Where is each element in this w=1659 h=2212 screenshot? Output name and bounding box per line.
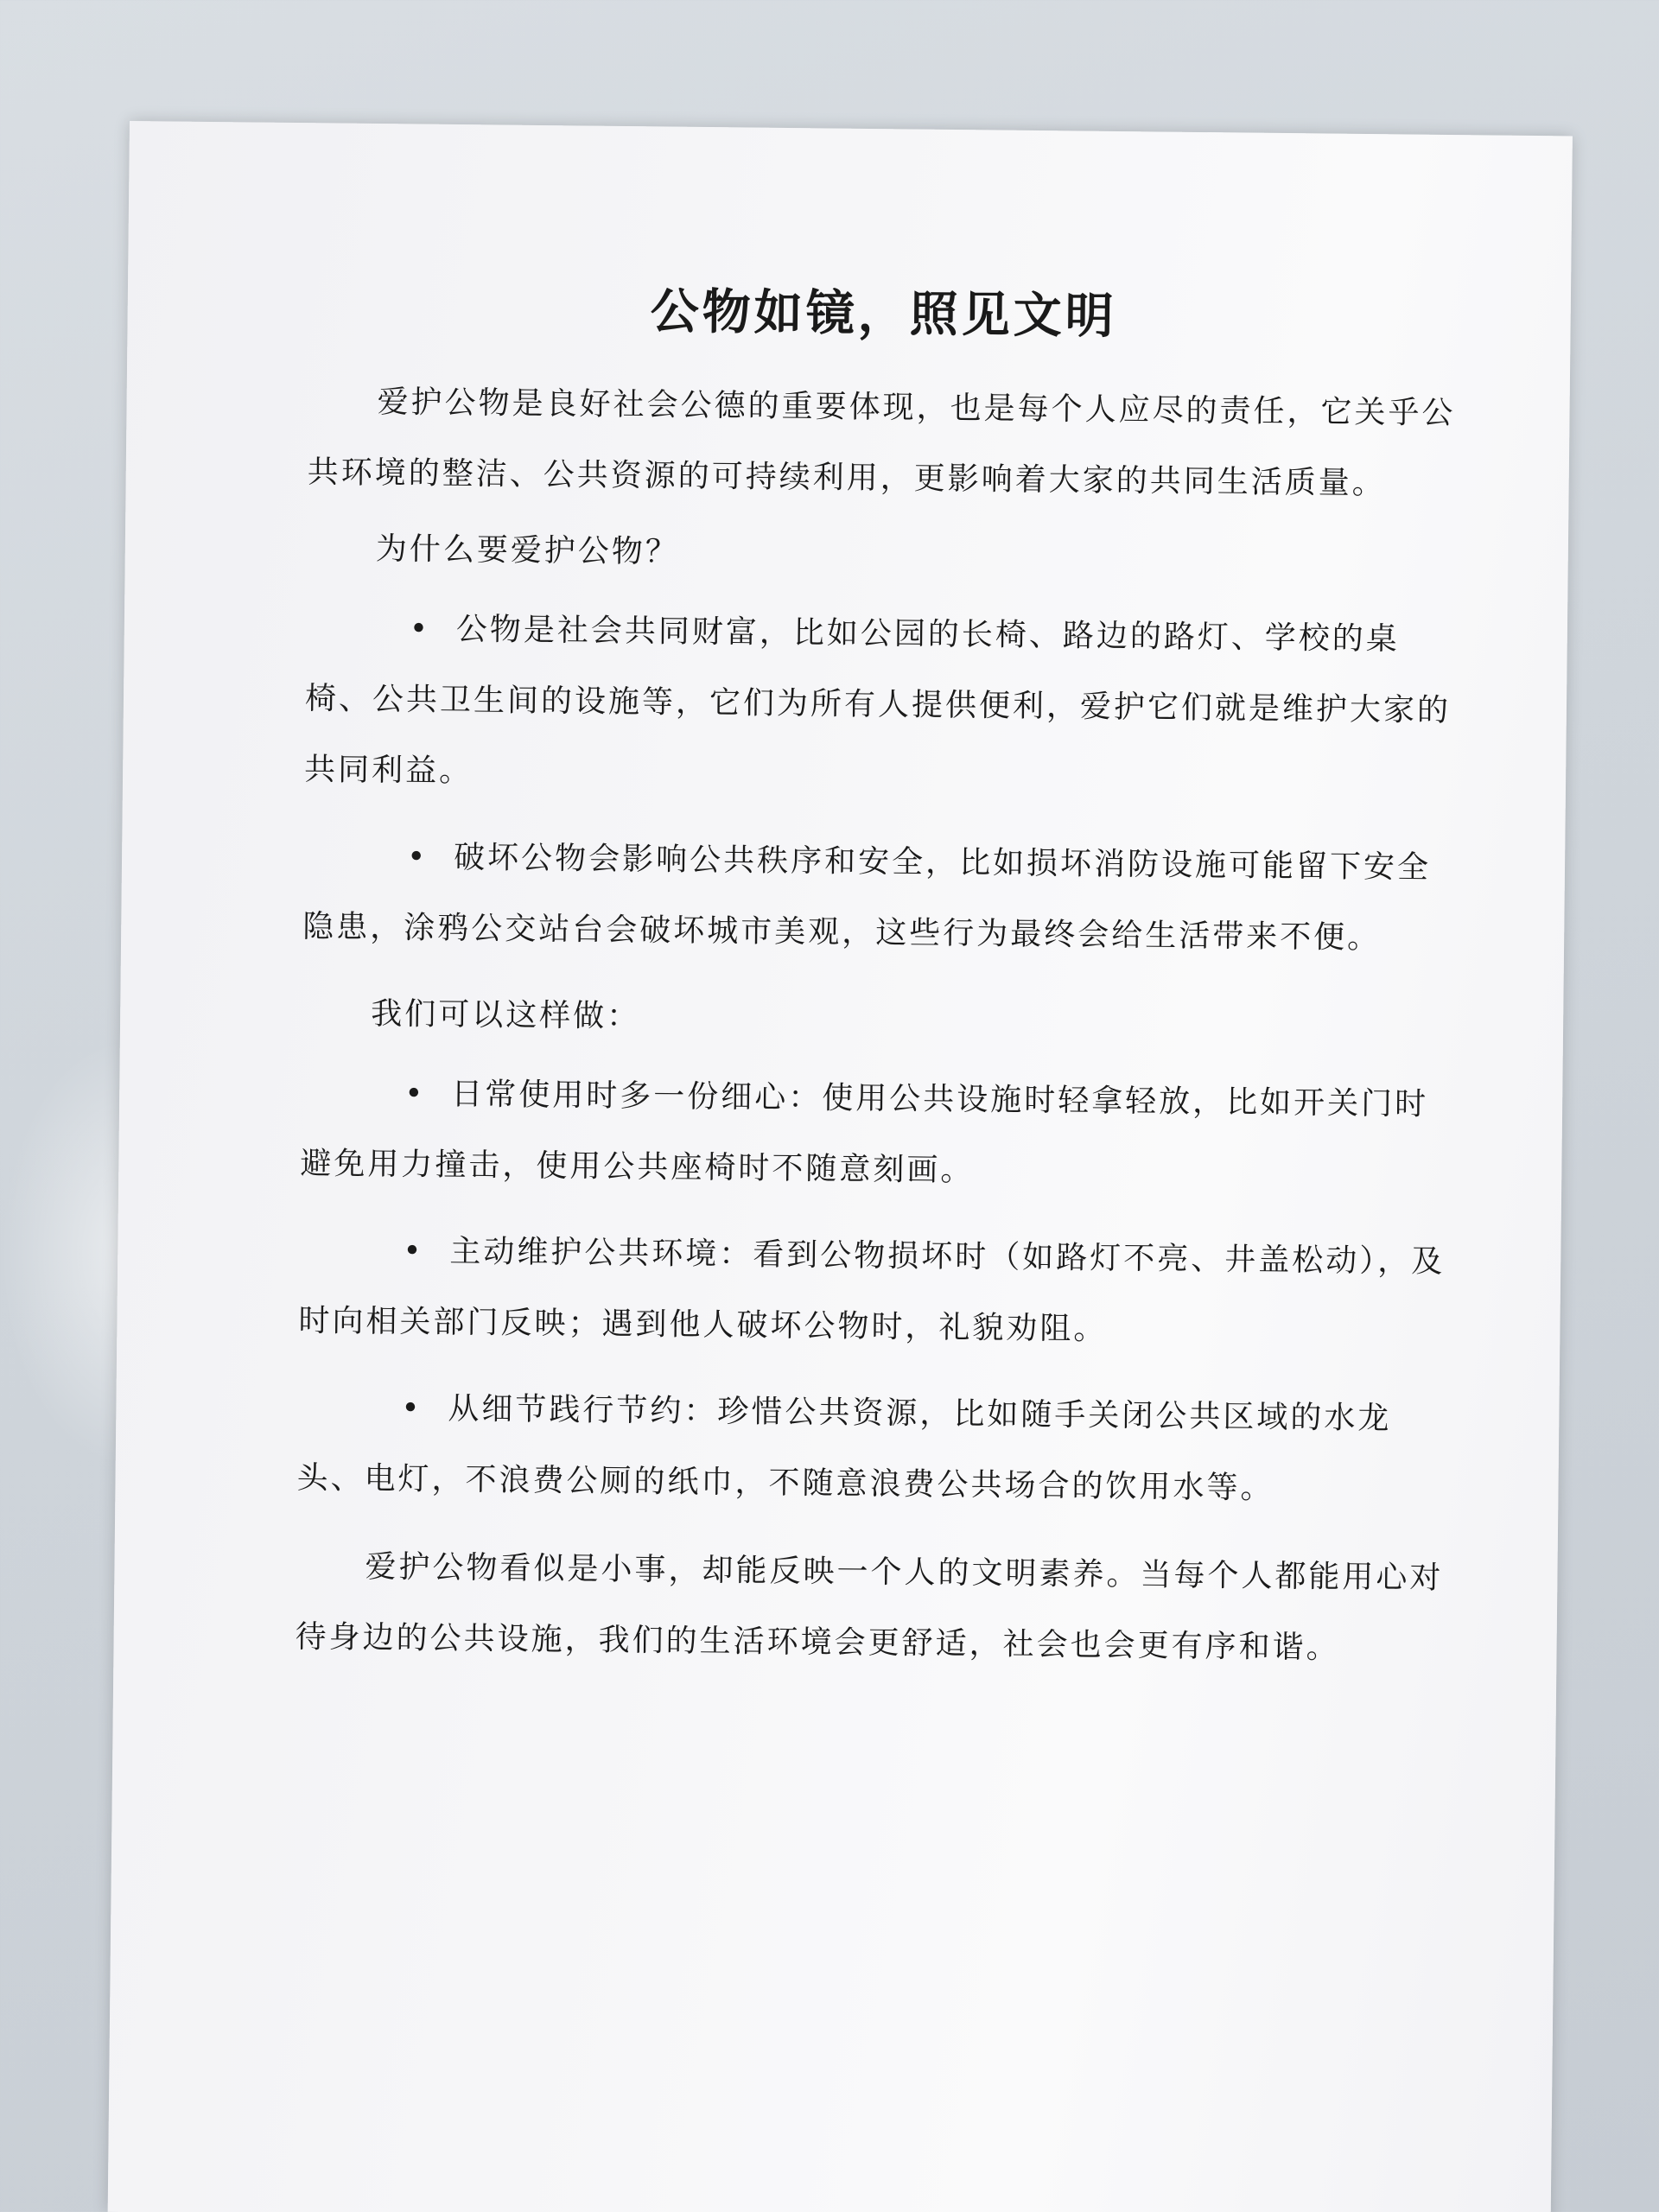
how-heading: 我们可以这样做： bbox=[370, 995, 641, 1035]
bullet-icon: • bbox=[406, 839, 429, 875]
why-item-2 bbox=[302, 821, 1453, 975]
how-item-text: 从细节践行节约：珍惜公共资源，比如随手关闭公共区域的水龙头、电灯，不浪费公厕的纸巾，不随意浪费公共场合的饮用水等。 bbox=[296, 1390, 1392, 1506]
document-title: 公物如镜，照见文明 bbox=[650, 283, 1118, 345]
bullet-icon: • bbox=[401, 1390, 423, 1427]
closing-paragraph: 爱护公物看似是小事，却能反映一个人的文明素养。当每个人都能用心对待身边的公共设施，我们的生活环境会更舒适，社会也会更有序和谐。 bbox=[295, 1548, 1444, 1666]
intro-paragraph: 爱护公物是良好社会公德的重要体现，也是每个人应尽的责任，它关乎公共环境的整洁、公共资源的可持续利用，更影响着大家的共同生活质量。 bbox=[307, 385, 1456, 502]
why-item-text: 公物是社会共同财富，比如公园的长椅、路边的路灯、学校的桌椅、公共卫生间的设施等，它们为所有人提供便利，爱护它们就是维护大家的共同利益。 bbox=[303, 611, 1452, 790]
why-item-text: 破坏公物会影响公共秩序和安全，比如损坏消防设施可能留下安全隐患，涂鸦公交站台会破坏城市美观，这些行为最终会给生活带来不便。 bbox=[302, 839, 1432, 957]
bullet-icon: • bbox=[404, 1076, 426, 1112]
bullet-icon: • bbox=[403, 1233, 424, 1269]
document-body bbox=[295, 270, 1459, 1685]
how-item-3 bbox=[296, 1372, 1447, 1526]
how-item-text: 主动维护公共环境：看到公物损坏时（如路灯不亮、井盖松动），及时向相关部门反映；遇到他人破坏公物时，礼貌劝阻。 bbox=[298, 1233, 1446, 1347]
why-heading: 为什么要爱护公物？ bbox=[375, 531, 680, 570]
how-item-1 bbox=[300, 1058, 1451, 1211]
why-item-1 bbox=[304, 593, 1456, 817]
bullet-icon: • bbox=[409, 611, 431, 647]
paper-sheet bbox=[108, 121, 1573, 2212]
how-item-2 bbox=[298, 1215, 1449, 1369]
how-item-text: 日常使用时多一份细心：使用公共设施时轻拿轻放，比如开关门时避免用力撞击，使用公共座椅时不随意刻画。 bbox=[300, 1076, 1429, 1189]
